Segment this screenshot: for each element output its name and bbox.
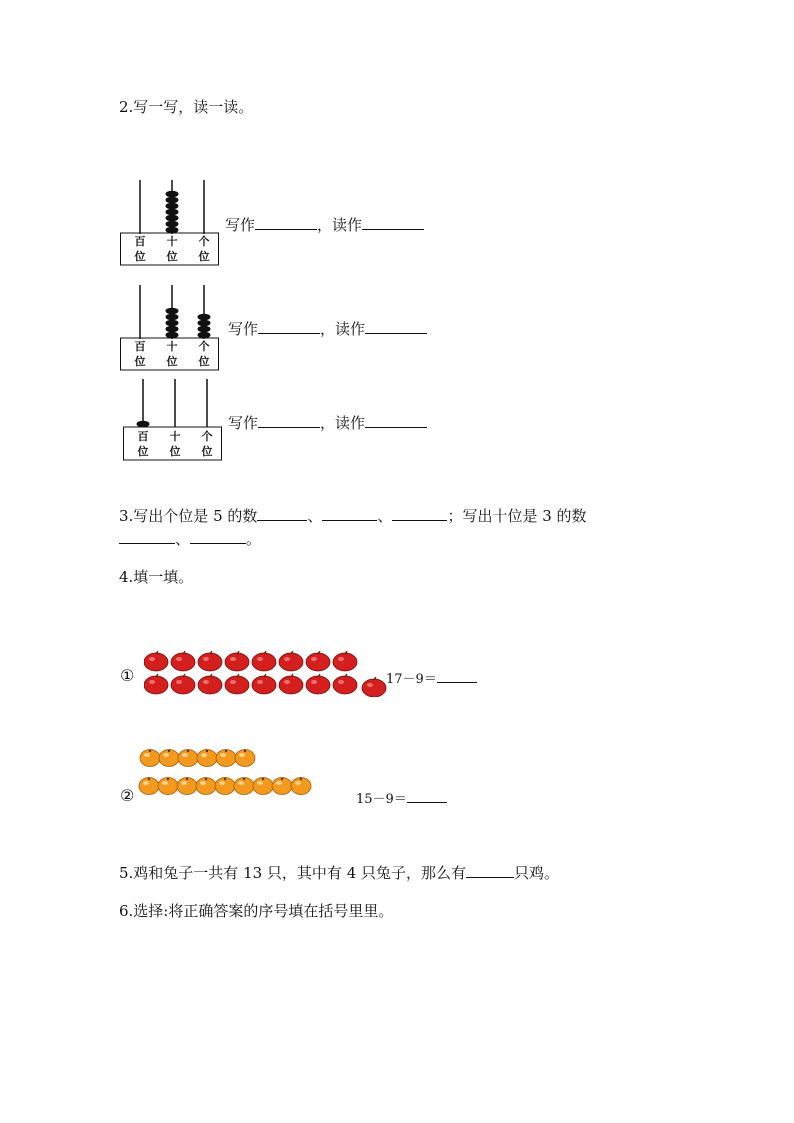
abacus-bead bbox=[166, 203, 179, 210]
abacus-bead bbox=[166, 332, 179, 339]
write-blank[interactable] bbox=[258, 332, 320, 334]
orange-icon bbox=[139, 778, 159, 795]
orange-icon bbox=[140, 750, 160, 767]
place-tens: 十 bbox=[166, 340, 178, 353]
q4-title: 4.填一填。 bbox=[119, 568, 194, 586]
place-suffix: 位 bbox=[169, 445, 181, 458]
item-2-equation bbox=[356, 788, 447, 807]
apple-icon bbox=[171, 674, 195, 694]
apples-svg bbox=[144, 651, 389, 697]
orange-icon bbox=[216, 750, 236, 767]
q5-text-b: 只鸡。 bbox=[514, 864, 560, 882]
apple-icon bbox=[171, 651, 195, 671]
read-label: 读作 bbox=[332, 216, 363, 234]
separator: 、 bbox=[175, 530, 191, 548]
q3-line-1 bbox=[119, 505, 587, 526]
answer-blank[interactable] bbox=[437, 681, 477, 683]
write-label: 写作 bbox=[225, 216, 256, 234]
read-label: 读作 bbox=[335, 414, 366, 432]
place-tens: 十 bbox=[166, 235, 178, 248]
apple-icon bbox=[306, 651, 330, 671]
apple-icon bbox=[225, 674, 249, 694]
place-suffix: 位 bbox=[137, 445, 149, 458]
abacus-bead bbox=[166, 197, 179, 204]
q3-line-2 bbox=[119, 528, 261, 549]
separator: 、 bbox=[307, 507, 323, 525]
equation-text: 17－9＝ bbox=[386, 672, 437, 687]
comma: ， bbox=[317, 216, 333, 234]
orange-icon bbox=[234, 778, 254, 795]
apple-icon bbox=[144, 674, 168, 694]
comma: ， bbox=[320, 320, 336, 338]
answer-blank[interactable] bbox=[466, 876, 514, 878]
orange-icon bbox=[178, 750, 198, 767]
abacus-bead bbox=[166, 326, 179, 333]
place-ones: 个 bbox=[198, 340, 210, 353]
orange-icon bbox=[291, 778, 311, 795]
q5-text-a: 5.鸡和兔子一共有 13 只，其中有 4 只兔子，那么有 bbox=[119, 864, 467, 882]
orange-icon bbox=[197, 750, 217, 767]
item-1-equation bbox=[386, 668, 477, 687]
orange-icon bbox=[196, 778, 216, 795]
abacus-2 bbox=[120, 283, 230, 373]
write-read-line-3 bbox=[228, 412, 427, 433]
abacus-bead bbox=[166, 215, 179, 222]
write-label: 写作 bbox=[228, 414, 259, 432]
write-blank[interactable] bbox=[255, 228, 317, 230]
apple-icon bbox=[333, 651, 357, 671]
place-ones: 个 bbox=[201, 430, 213, 443]
abacus-bead bbox=[166, 209, 179, 216]
place-suffix: 位 bbox=[134, 355, 146, 368]
apple-icon bbox=[333, 674, 357, 694]
q3-text-b: ；写出十位是 3 的数 bbox=[447, 507, 587, 525]
abacus-bead bbox=[166, 221, 179, 228]
orange-icon bbox=[158, 778, 178, 795]
separator: 、 bbox=[377, 507, 393, 525]
abacus-1 bbox=[120, 178, 230, 268]
abacus-bead bbox=[198, 314, 211, 321]
place-suffix: 位 bbox=[166, 355, 178, 368]
apple-icon bbox=[279, 651, 303, 671]
item-2-marker: ② bbox=[120, 786, 135, 805]
equation-text: 15－9＝ bbox=[356, 792, 407, 807]
q5-line bbox=[119, 862, 559, 883]
abacus-bead bbox=[198, 320, 211, 327]
place-suffix: 位 bbox=[198, 355, 210, 368]
orange-icon bbox=[272, 778, 292, 795]
abacus-bead bbox=[198, 332, 211, 339]
item-1-marker: ① bbox=[120, 666, 135, 685]
apple-icon bbox=[252, 674, 276, 694]
write-label: 写作 bbox=[228, 320, 259, 338]
apple-icon bbox=[144, 651, 168, 671]
apple-icon bbox=[252, 651, 276, 671]
apple-icon bbox=[279, 674, 303, 694]
place-hundreds: 百 bbox=[137, 430, 149, 443]
write-blank[interactable] bbox=[258, 426, 320, 428]
write-read-line-1 bbox=[225, 214, 424, 235]
orange-icon bbox=[235, 750, 255, 767]
place-tens: 十 bbox=[169, 430, 181, 443]
place-hundreds: 百 bbox=[134, 235, 146, 248]
orange-icon bbox=[253, 778, 273, 795]
apple-icon bbox=[362, 677, 386, 697]
place-suffix: 位 bbox=[166, 250, 178, 263]
read-blank[interactable] bbox=[365, 426, 427, 428]
place-ones: 个 bbox=[198, 235, 210, 248]
abacus-bead bbox=[166, 191, 179, 198]
apple-icon bbox=[198, 674, 222, 694]
place-hundreds: 百 bbox=[134, 340, 146, 353]
orange-icon bbox=[177, 778, 197, 795]
read-label: 读作 bbox=[335, 320, 366, 338]
answer-blank[interactable] bbox=[190, 542, 246, 544]
q2-title: 2.写一写，读一读。 bbox=[119, 98, 254, 116]
answer-blank[interactable] bbox=[392, 519, 447, 521]
write-read-line-2 bbox=[228, 318, 427, 339]
apple-icon bbox=[225, 651, 249, 671]
abacus-bead bbox=[166, 314, 179, 321]
abacus-bead bbox=[198, 326, 211, 333]
answer-blank[interactable] bbox=[119, 542, 175, 544]
abacus-bead bbox=[166, 320, 179, 327]
place-suffix: 位 bbox=[201, 445, 213, 458]
apples-picture bbox=[144, 651, 389, 697]
orange-icon bbox=[159, 750, 179, 767]
abacus-bead bbox=[166, 227, 179, 234]
abacus-bead bbox=[137, 421, 150, 428]
answer-blank[interactable] bbox=[257, 519, 307, 521]
answer-blank[interactable] bbox=[407, 801, 447, 803]
place-suffix: 位 bbox=[198, 250, 210, 263]
read-blank[interactable] bbox=[362, 228, 424, 230]
abacus-3 bbox=[123, 377, 233, 467]
place-suffix: 位 bbox=[134, 250, 146, 263]
q3-text-a: 3.写出个位是 5 的数 bbox=[119, 507, 258, 525]
comma: ， bbox=[320, 414, 336, 432]
orange-icon bbox=[215, 778, 235, 795]
q6-title: 6.选择:将正确答案的序号填在括号里里。 bbox=[119, 902, 394, 920]
oranges-picture bbox=[138, 748, 328, 798]
oranges-svg bbox=[138, 748, 328, 798]
end-mark: 。 bbox=[246, 530, 262, 548]
abacus-bead bbox=[166, 308, 179, 315]
apple-icon bbox=[198, 651, 222, 671]
apple-icon bbox=[306, 674, 330, 694]
read-blank[interactable] bbox=[365, 332, 427, 334]
answer-blank[interactable] bbox=[322, 519, 377, 521]
